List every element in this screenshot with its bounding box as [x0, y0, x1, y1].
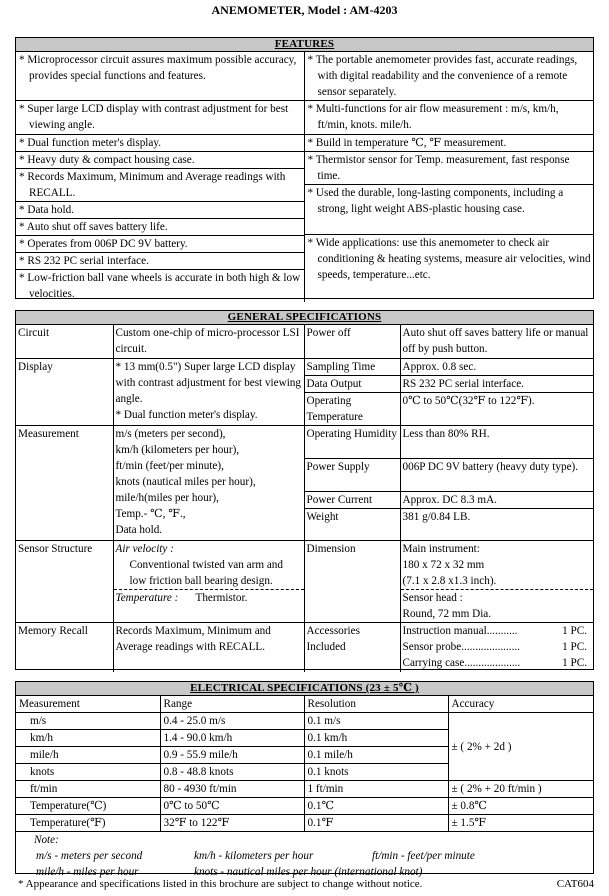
spec-label: Sensor Structure: [16, 540, 113, 622]
feature-item: * Auto shut off saves battery life.: [16, 219, 304, 236]
measurement-cell: mile/h: [16, 747, 160, 764]
column-header: Measurement: [16, 696, 160, 713]
dimension-sensor-value: Round, 72 mm Dia.: [402, 607, 492, 620]
note-text: mile/h - miles per hour: [36, 866, 139, 878]
spec-value: 0℃ to 50℃(32℉ to 122℉).: [400, 392, 593, 425]
note-text: ft/min - feet/per minute: [372, 850, 475, 862]
note-text: km/h - kilometers per hour: [194, 850, 314, 862]
temperature-label: Temperature :: [115, 591, 179, 604]
accessory-qty: 1 PC.: [562, 640, 587, 653]
accuracy-cell: ± 1.5℉: [448, 815, 593, 832]
spec-value: 006P DC 9V battery (heavy duty type).: [400, 458, 593, 491]
feature-item: * Wide applications: use this anemometer to check air conditioning & heating systems, measure air velocities, wind speeds, temperature...etc.: [307, 237, 591, 281]
shared-accuracy-cell: ± ( 2% + 2d ): [448, 713, 593, 781]
measurement-cell: knots: [16, 764, 160, 781]
general-specs-header: GENERAL SPECIFICATIONS: [16, 311, 593, 325]
resolution-cell: 0.1 knots: [304, 764, 448, 781]
air-velocity-text: Conventional twisted van arm and low friction ball bearing design.: [129, 558, 283, 587]
measurement-line: m/s (meters per second),: [115, 427, 226, 440]
features-header: FEATURES: [16, 38, 593, 52]
accuracy-cell: ± ( 2% + 20 ft/min ): [448, 781, 593, 798]
resolution-cell: 0.1 km/h: [304, 730, 448, 747]
feature-item: * Records Maximum, Minimum and Average readings with RECALL.: [16, 169, 304, 202]
spec-value: [400, 622, 593, 672]
electrical-specs-section: [15, 681, 594, 878]
accessory-item: Sensor probe.....................: [402, 640, 520, 653]
measurement-cell: m/s: [16, 713, 160, 730]
note-text: knots - nautical miles per hour (international knot): [194, 866, 423, 878]
accessory-qty: 1 PC.: [562, 624, 587, 637]
column-header: Range: [160, 696, 304, 713]
feature-item: * Data hold.: [16, 202, 304, 219]
accessory-row: [401, 655, 594, 671]
range-cell: 80 - 4930 ft/min: [160, 781, 304, 798]
feature-item: * Operates from 006P DC 9V battery.: [16, 236, 304, 253]
spec-label: Operating Temperature: [304, 392, 400, 425]
spec-label: Memory Recall: [16, 622, 113, 672]
measurement-line: mile/h(miles per hour),: [115, 491, 219, 504]
note-line: [30, 848, 593, 864]
feature-item: * Low-friction ball vane wheels is accurate in both high & low velocities.: [19, 272, 301, 300]
features-body: [16, 52, 593, 302]
resolution-cell: 0.1 mile/h: [304, 747, 448, 764]
range-cell: 1.4 - 90.0 km/h: [160, 730, 304, 747]
measurement-cell: ft/min: [16, 781, 160, 798]
range-cell: 32℉ to 122℉: [160, 815, 304, 832]
spec-label: Accessories Included: [304, 622, 400, 672]
spec-label: Display: [16, 358, 113, 425]
spec-value: [113, 540, 304, 622]
spec-label: Power off: [304, 325, 400, 358]
dimension-main-2: (7.1 x 2.8 x1.3 inch).: [402, 574, 497, 587]
spec-label: Measurement: [16, 425, 113, 540]
spec-label: Data Output: [304, 375, 400, 392]
accessory-item: Instruction manual...........: [402, 624, 518, 637]
measurement-cell: Temperature(℃): [16, 798, 160, 815]
feature-item: * Build in temperature ℃, ℉ measurement.: [305, 135, 594, 152]
accessory-qty: 1 PC.: [562, 656, 587, 669]
dimension-sensor-label: Sensor head :: [401, 589, 594, 606]
feature-item: * Multi-functions for air flow measurement : m/s, km/h, ft/min, knots. mile/h.: [305, 101, 594, 135]
display-value-1: * 13 mm(0.5") Super large LCD display with contrast adjustment for best viewing angle.: [115, 360, 301, 405]
column-header: Resolution: [304, 696, 448, 713]
spec-value: [113, 358, 304, 425]
note-label: Note:: [34, 834, 59, 846]
general-specs-section: [15, 310, 594, 670]
measurement-line: Data hold.: [115, 523, 163, 536]
features-right-column: [305, 52, 594, 302]
dimension-main-1: 180 x 72 x 32 mm: [402, 558, 485, 571]
resolution-cell: 0.1℃: [304, 798, 448, 815]
dimension-main-label: Main instrument:: [402, 542, 480, 555]
spec-label: Power Supply: [304, 458, 400, 491]
accessory-item: Carrying case....................: [402, 656, 521, 669]
measurement-cell: km/h: [16, 730, 160, 747]
temperature-row: [114, 589, 304, 606]
spec-value: [113, 425, 304, 540]
accuracy-cell: ± 0.8℃: [448, 798, 593, 815]
electrical-specs-table: [16, 696, 593, 880]
spec-label: Sampling Time: [304, 358, 400, 375]
column-header: Accuracy: [448, 696, 593, 713]
resolution-cell: 0.1℉: [304, 815, 448, 832]
general-specs-table: [16, 325, 593, 672]
air-velocity-label: Air velocity :: [115, 542, 174, 555]
feature-item: * Heavy duty & compact housing case.: [16, 152, 304, 169]
catalog-code: CAT604: [556, 878, 594, 890]
feature-item: * Microprocessor circuit assures maximum possible accuracy, provides special functions and features.: [16, 52, 304, 101]
range-cell: 0.4 - 25.0 m/s: [160, 713, 304, 730]
spec-label: Circuit: [16, 325, 113, 358]
resolution-cell: 0.1 m/s: [304, 713, 448, 730]
feature-item: * RS 232 PC serial interface.: [16, 253, 304, 270]
measurement-line: Temp.- ℃, ℉.,: [115, 507, 186, 520]
spec-value: Approx. 0.8 sec.: [400, 358, 593, 375]
spec-value: RS 232 PC serial interface.: [400, 375, 593, 392]
spec-value: Auto shut off saves battery life or manual off by push button.: [400, 325, 593, 358]
note-text: m/s - meters per second: [36, 850, 143, 862]
measurement-cell: Temperature(℉): [16, 815, 160, 832]
document-title: ANEMOMETER, Model : AM-4203: [211, 3, 398, 17]
feature-item: * Used the durable, long-lasting components, including a strong, light weight ABS-plastic housing case.: [305, 185, 594, 235]
feature-item: * Thermistor sensor for Temp. measurement, fast response time.: [305, 152, 594, 185]
note-block: [16, 832, 593, 881]
spec-value: Custom one-chip of micro-processor LSI circuit.: [113, 325, 304, 358]
spec-value: Approx. DC 8.3 mA.: [400, 491, 593, 508]
spec-value: Less than 80% RH.: [400, 425, 593, 458]
spec-label: Dimension: [304, 540, 400, 622]
feature-item: * Super large LCD display with contrast adjustment for best viewing angle.: [16, 101, 304, 135]
feature-item: * Dual function meter's display.: [16, 135, 304, 152]
measurement-line: knots (nautical miles per hour),: [115, 475, 256, 488]
spec-value: 381 g/0.84 LB.: [400, 508, 593, 540]
footer: [18, 876, 594, 892]
resolution-cell: 1 ft/min: [304, 781, 448, 798]
range-cell: 0℃ to 50℃: [160, 798, 304, 815]
measurement-line: km/h (kilometers per hour),: [115, 443, 240, 456]
feature-item: * The portable anemometer provides fast, accurate readings, with digital readability and the convenience of a remote sensor separately.: [305, 52, 594, 101]
spec-label: Power Current: [304, 491, 400, 508]
temperature-text: Thermistor.: [195, 591, 248, 604]
features-section: [15, 37, 594, 299]
spec-label: Operating Humidity: [304, 425, 400, 458]
accessory-row: [401, 639, 594, 655]
features-left-column: [16, 52, 305, 302]
range-cell: 0.8 - 48.8 knots: [160, 764, 304, 781]
accessory-row: [401, 623, 594, 639]
spec-value: Records Maximum, Minimum and Average readings with RECALL.: [113, 622, 304, 672]
range-cell: 0.9 - 55.9 mile/h: [160, 747, 304, 764]
spec-label: Weight: [304, 508, 400, 540]
spec-value: [400, 540, 593, 622]
measurement-line: ft/min (feet/per minute),: [115, 459, 224, 472]
electrical-specs-header: ELECTRICAL SPECIFICATIONS (23 ± 5℃ ): [16, 682, 593, 696]
footer-disclaimer: * Appearance and specifications listed in this brochure are subject to change without notice.: [18, 878, 423, 890]
display-value-2: * Dual function meter's display.: [115, 408, 258, 421]
